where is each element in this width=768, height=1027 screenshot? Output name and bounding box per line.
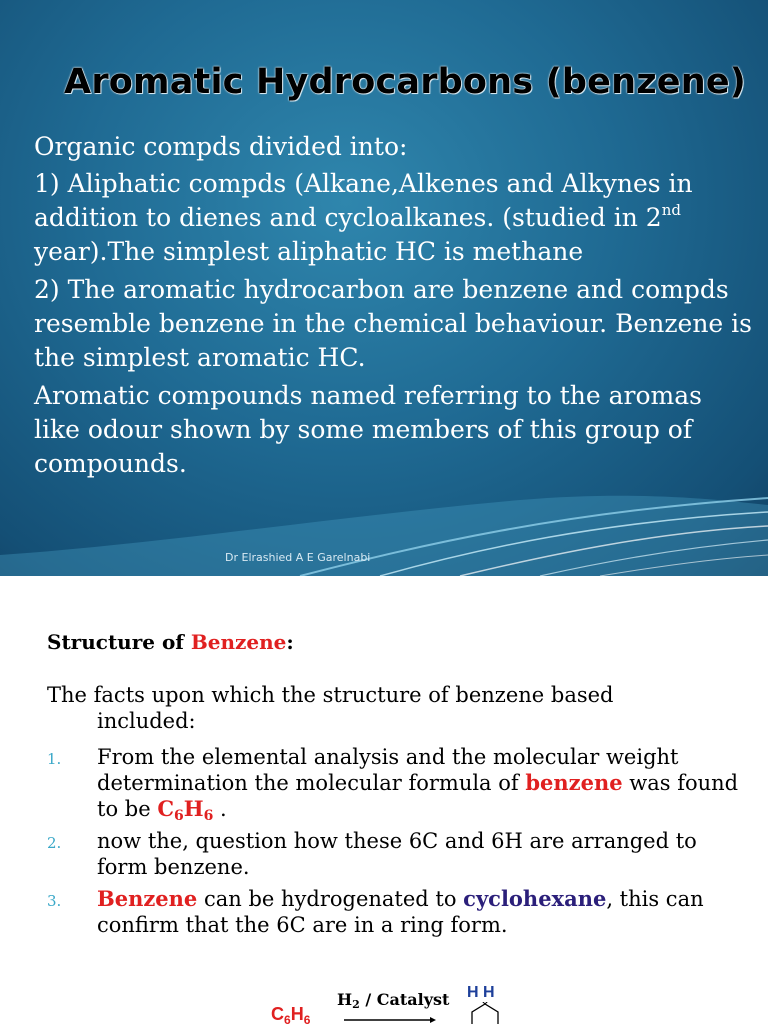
list-number: 1. [47,750,62,768]
cyclohexane-ring-icon [470,1002,500,1024]
slide-title: Aromatic Hydrocarbons (benzene) [64,62,746,102]
aliphatic-text-b: year).The simplest aliphatic HC is methane [34,237,584,266]
formula-element: C [157,796,175,821]
reaction-arrow-icon [344,1016,436,1024]
molecular-formula [157,796,214,824]
fact-text: , this can confirm that the 6C are in a ring form. [97,887,704,937]
fact-text: can be hydrogenated to [197,887,464,911]
formula-subscript: 6 [284,1013,291,1027]
product-hydrogens: H H [467,984,495,1001]
formula-element: H [183,796,204,821]
ordinal-suffix: nd [661,201,681,219]
reactant-formula [271,1004,310,1025]
aromatic-paragraph: 2) The aromatic hydrocarbon are benzene and compds resemble benzene in the chemical behaviour. Benzene is the simplest aromatic HC. [34,275,752,372]
section-heading [47,630,294,654]
benzene-highlight: Benzene [97,886,198,911]
formula-element: H [290,1004,304,1024]
heading-highlight: Benzene [190,630,287,654]
aliphatic-paragraph [34,167,754,269]
list-item [47,886,747,938]
slide-footer: Dr Elrashied A E Garelnabi [225,551,371,564]
formula-subscript: 6 [203,808,214,824]
fact-text: From the elemental analysis and the molecular weight determination the molecular formula of [97,745,679,795]
reagent-element: H [337,990,353,1009]
intro-line-1: The facts upon which the structure of benzene based [47,683,614,707]
formula-element: C [271,1004,284,1024]
fact-text: now the, question how these 6C and 6H are arranged to form benzene. [97,829,697,879]
slide-body [34,130,754,485]
intro-paragraph [47,682,747,734]
list-number: 3. [47,892,62,910]
fact-text: was found to be [97,771,739,821]
list-item [47,828,747,880]
cyclohexane-highlight: cyclohexane [463,886,607,911]
formula-subscript: 6 [174,808,184,824]
hydrogenation-reaction [0,976,768,1027]
benzene-highlight: benzene [525,770,623,795]
intro-line-2: included: [97,709,196,733]
slide-2 [0,576,768,1027]
reagent-subscript: 2 [352,998,360,1011]
formula-subscript: 6 [303,1013,311,1027]
heading-suffix: : [286,630,294,654]
reaction-conditions [337,990,449,1009]
list-item [47,744,747,822]
reagent-text: / Catalyst [359,990,450,1009]
intro-line: Organic compds divided into: [34,132,408,161]
heading-prefix: Structure of [47,630,191,654]
list-number: 2. [47,834,62,852]
aroma-paragraph: Aromatic compounds named referring to the aromas like odour shown by some members of this group of compounds. [34,381,702,478]
fact-text: . [213,797,227,821]
aliphatic-text-a: 1) Aliphatic compds (Alkane,Alkenes and Alkynes in addition to dienes and cycloalkanes. (studied in 2 [34,169,693,232]
facts-list [47,744,747,944]
